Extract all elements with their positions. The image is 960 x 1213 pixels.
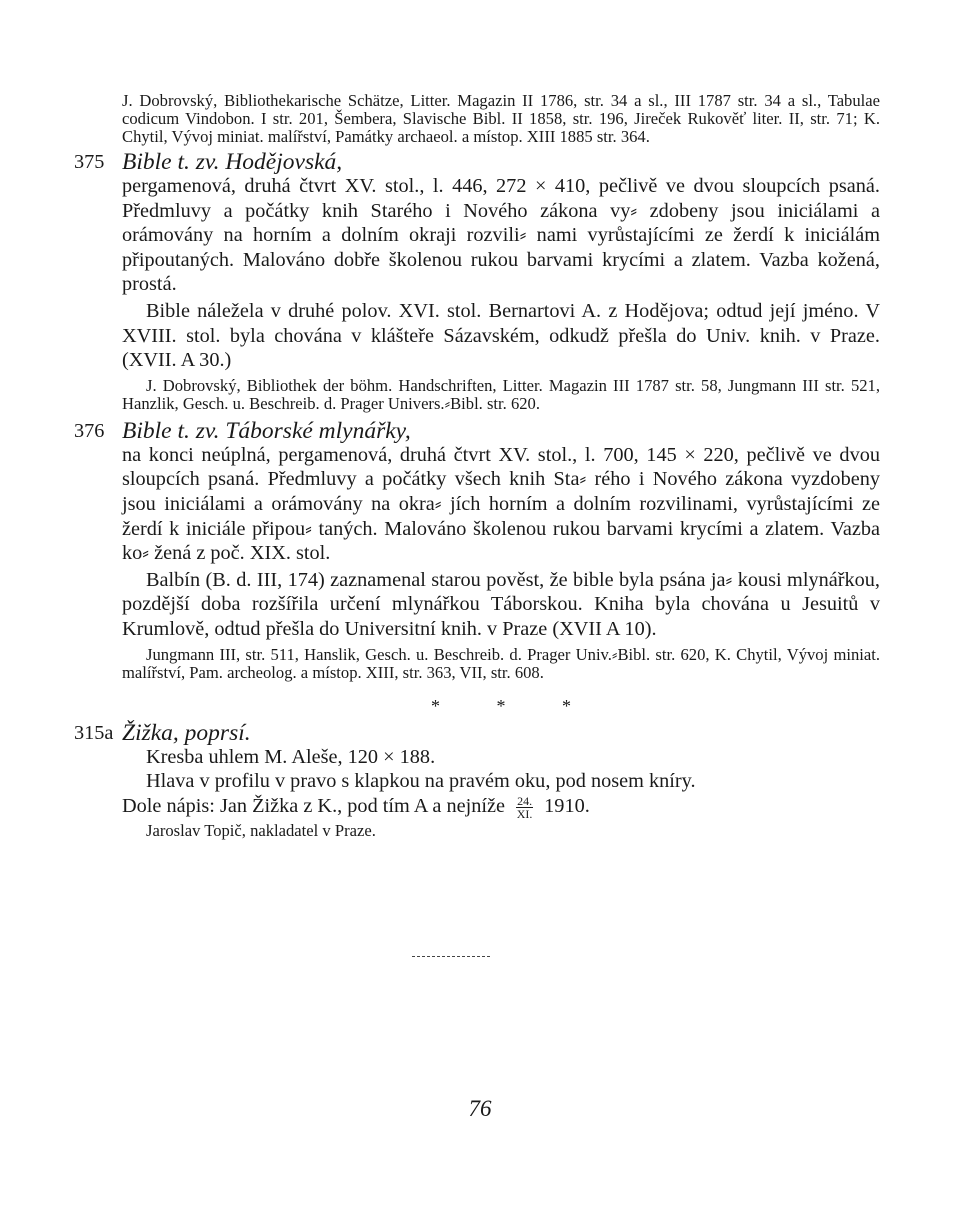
entry-number: 375: [74, 151, 105, 173]
intro-references: J. Dobrovský, Bibliothekarische Schätze, Litter. Magazin II 1786, str. 34 a sl., III 1787 str. 34 a sl., Tabulae codicum Vindobon. I str. 201, Šembera, Slavische Bibl. II 1858, str. 196, Jireček Rukověť liter. II, str. 71; K. Chytil, Vývoj miniat. malířství, Památky archaeol. a místop. XIII 1885 str. 364.: [122, 91, 880, 146]
section-separator: * * *: [431, 695, 597, 716]
entry-315a: [74, 719, 880, 840]
entry-376: [74, 417, 880, 682]
fraction-denominator: XI.: [516, 806, 533, 821]
entry-description: pergamenová, druhá čtvrt XV. stol., l. 446, 272 × 410, pečlivě ve dvou sloupcích psaná. Předmluvy a počátky knih Starého i Nového zákona vy⸗ zdobeny jsou iniciálami a orámovány na horním a dolním okraji rozvili⸗ nami vyrůstajícími ze žerdí k iniciálám připoutaných. Malováno dobře školenou rukou barvami krycími a zlatem. Vazba kožená, prostá.: [122, 175, 880, 296]
entry-title: Žižka, poprsí.: [122, 719, 251, 746]
entry-references: J. Dobrovský, Bibliothek der böhm. Handschriften, Litter. Magazin III 1787 str. 58, Jungmann III str. 521, Hanzlik, Gesch. u. Beschreib. d. Prager Univers.⸗Bibl. str. 620.: [122, 375, 880, 413]
entry-number: 315a: [74, 721, 114, 744]
inscription-text: Dole nápis: Jan Žižka z K., pod tím A a nejníže: [122, 794, 505, 817]
end-rule: [412, 956, 490, 957]
page-content: [74, 91, 880, 840]
entry-line-inscription: [122, 794, 880, 820]
entry-references: Jungmann III, str. 511, Hanslik, Gesch. u. Beschreib. d. Prager Univ.⸗Bibl. str. 620, K. Chytil, Vývoj miniat. malířství, Pam. archeolog. a místop. XIII, str. 363, VII, str. 608.: [122, 644, 880, 682]
entry-title: Bible t. zv. Hodějovská,: [122, 149, 343, 175]
entry-number: 376: [74, 419, 105, 442]
entry-description: na konci neúplná, pergamenová, druhá čtvrt XV. stol., l. 700, 145 × 220, pečlivě ve dvou sloupcích psaná. Předmluvy a počátky všech knih Sta⸗ rého i Nového zákona vyzdobeny jsou iniciálami a orámovány na okra⸗ jích horním a dolním rozvilinami, vyrůstajícími ze žerdí k iniciále připou⸗ taných. Malováno školenou rukou barvami krycími a zlatem. Vazba ko⸗ žená z poč. XIX. stol.: [122, 443, 880, 565]
date-fraction: [516, 795, 533, 820]
entry-line-description: Hlava v profilu v pravo s klapkou na pravém oku, pod nosem kníry.: [146, 770, 696, 793]
entry-title: Bible t. zv. Táborské mlynářky,: [122, 417, 411, 444]
publisher-line: Jaroslav Topič, nakladatel v Praze.: [146, 820, 376, 840]
fraction-numerator: 24.: [517, 793, 533, 808]
inscription-year: 1910.: [544, 794, 590, 817]
page-number: 76: [468, 1096, 492, 1121]
entry-line-drawing: Kresba uhlem M. Aleše, 120 × 188.: [146, 745, 436, 768]
entry-history: Balbín (B. d. III, 174) zaznamenal starou pověst, že bible byla psána ja⸗ kousi mlynářkou, pozdější doba rozšířila určení mlynářkou Táborskou. Kniha byla chována u Jesuitů v Krumlově, odtud přešla do Universitní knih. v Praze (XVII A 10).: [122, 568, 880, 640]
entry-history: Bible náležela v druhé polov. XVI. stol. Bernartovi A. z Hodějova; odtud její jméno. V XVIII. stol. byla chována v klášteře Sázavském, odkudž přešla do Univ. knih. v Praze. (XVII. A 30.): [122, 299, 880, 372]
entry-375: [74, 149, 880, 413]
